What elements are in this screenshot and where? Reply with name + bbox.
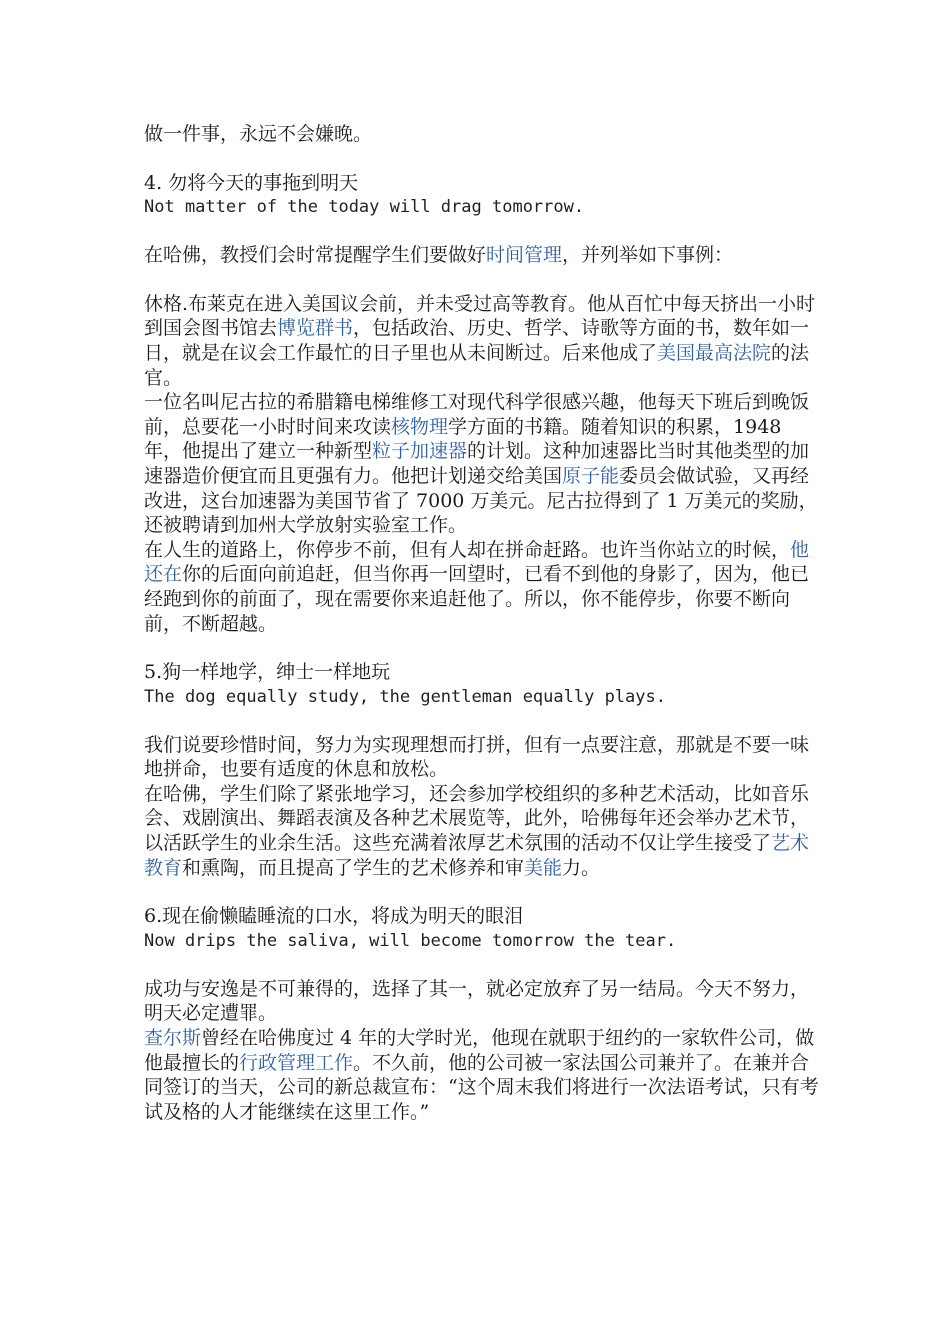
text-run: 力。 <box>562 856 601 879</box>
paragraph <box>144 243 824 268</box>
link-nuclear-physics[interactable]: 核物理 <box>391 415 449 438</box>
link-atomic-energy[interactable]: 原子能 <box>562 464 620 487</box>
paragraph: 成功与安逸是不可兼得的，选择了其一，就必定放弃了另一结局。今天不努力，明天必定遭罪。 <box>144 977 810 1025</box>
text-run: 曾经在哈佛度过 4 年的大学时光，他现在就职于纽约的一家软件公司，做他最擅长的 <box>144 1027 815 1074</box>
text-run: 你的后面向前追赶，但当你再一回望时，已看不到他的身影了，因为，他已经跑到你的前面了，现在需要你来追赶他了。所以，你不能停步，你要不断向前，不断超越。 <box>144 563 810 635</box>
link-aesthetic-ability[interactable]: 美能 <box>524 856 563 879</box>
text-run: 。不久前，他的公司被一家法国公司兼并了。在兼并合同签订的当天，公司的新总裁宣布：“这个周末我们将进行一次法语考试，只有考试及格的人才能继续在这里工作。” <box>144 1051 819 1123</box>
english-translation-5: The dog equally study, the gentleman equally plays. <box>144 686 666 707</box>
text-run: 休格.布莱克在进入美国议会前，并未受过高等教育。他从百忙中每天挤出一小时到国会图书馆去 <box>144 292 816 340</box>
link-read-widely[interactable]: 博览群书 <box>277 317 354 340</box>
link-administrative-work[interactable]: 行政管理工作 <box>239 1051 354 1074</box>
text-run: 在人生的道路上，你停步不前，但有人却在拼命赶路。也许当你站立的时候， <box>144 538 791 561</box>
text-run: 在哈佛，学生们除了紧张地学习，还会参加学校组织的多种艺术活动，比如音乐会、戏剧演出、舞蹈表演及各种艺术展览等，此外，哈佛每年还会举办艺术节，以活跃学生的业余生活。这些充满着浓厚艺术氛围的活动不仅让学生接受了 <box>144 782 810 855</box>
english-translation-6: Now drips the saliva, will become tomorrow the tear. <box>144 930 677 951</box>
document-content <box>144 122 824 1124</box>
link-particle-accelerator[interactable]: 粒子加速器 <box>372 440 468 463</box>
text-run: 的计划。这种加速器比当时其他类型的加速器造价便宜而且更强有力。他把计划递交给美国 <box>144 440 810 487</box>
text-run: 一位名叫尼古拉的希腊籍电梯维修工对现代科学很感兴趣，他每天下班后到晚饭前，总要花一小时时间来攻读 <box>144 391 810 438</box>
link-supreme-court[interactable]: 美国最高法院 <box>657 341 772 364</box>
paragraph <box>144 782 824 880</box>
section-heading-4: 4. 勿将今天的事拖到明天 <box>144 171 359 194</box>
section-heading-5: 5.狗一样地学，绅士一样地玩 <box>144 661 391 684</box>
paragraph <box>144 292 824 390</box>
paragraph: 做一件事，永远不会嫌晚。 <box>144 123 373 145</box>
link-charles[interactable]: 查尔斯 <box>144 1027 202 1050</box>
text-run: 和熏陶，而且提高了学生的艺术修养和审 <box>182 856 525 879</box>
link-art-education[interactable]: 艺术教育 <box>144 832 810 879</box>
text-run: ，并列举如下事例： <box>562 244 734 267</box>
text-run: 的法官。 <box>144 341 810 389</box>
link-he-still[interactable]: 他还在 <box>144 538 810 586</box>
paragraph <box>144 538 824 636</box>
text-run: 学方面的书籍。随着知识的积累，1948 年，他提出了建立一种新型 <box>144 415 782 463</box>
paragraph: 我们说要珍惜时间，努力为实现理想而打拼，但有一点要注意，那就是不要一味地拼命，也要有适度的休息和放松。 <box>144 733 810 781</box>
text-run: ，包括政治、历史、哲学、诗歌等方面的书，数年如一日，就是在议会工作最忙的日子里也从未间断过。后来他成了 <box>144 317 810 364</box>
section-heading-6: 6.现在偷懒瞌睡流的口水，将成为明天的眼泪 <box>144 905 524 928</box>
link-time-management[interactable]: 时间管理 <box>486 244 563 267</box>
english-translation-4: Not matter of the today will drag tomorrow. <box>144 197 585 218</box>
text-run: 在哈佛，教授们会时常提醒学生们要做好 <box>144 244 487 267</box>
text-run: 委员会做试验，又再经改进，这台加速器为美国节省了 7000 万美元。尼古拉得到了 1 万美元的奖励，还被聘请到加州大学放射实验室工作。 <box>144 464 818 537</box>
paragraph <box>144 390 824 538</box>
paragraph <box>144 1026 824 1124</box>
